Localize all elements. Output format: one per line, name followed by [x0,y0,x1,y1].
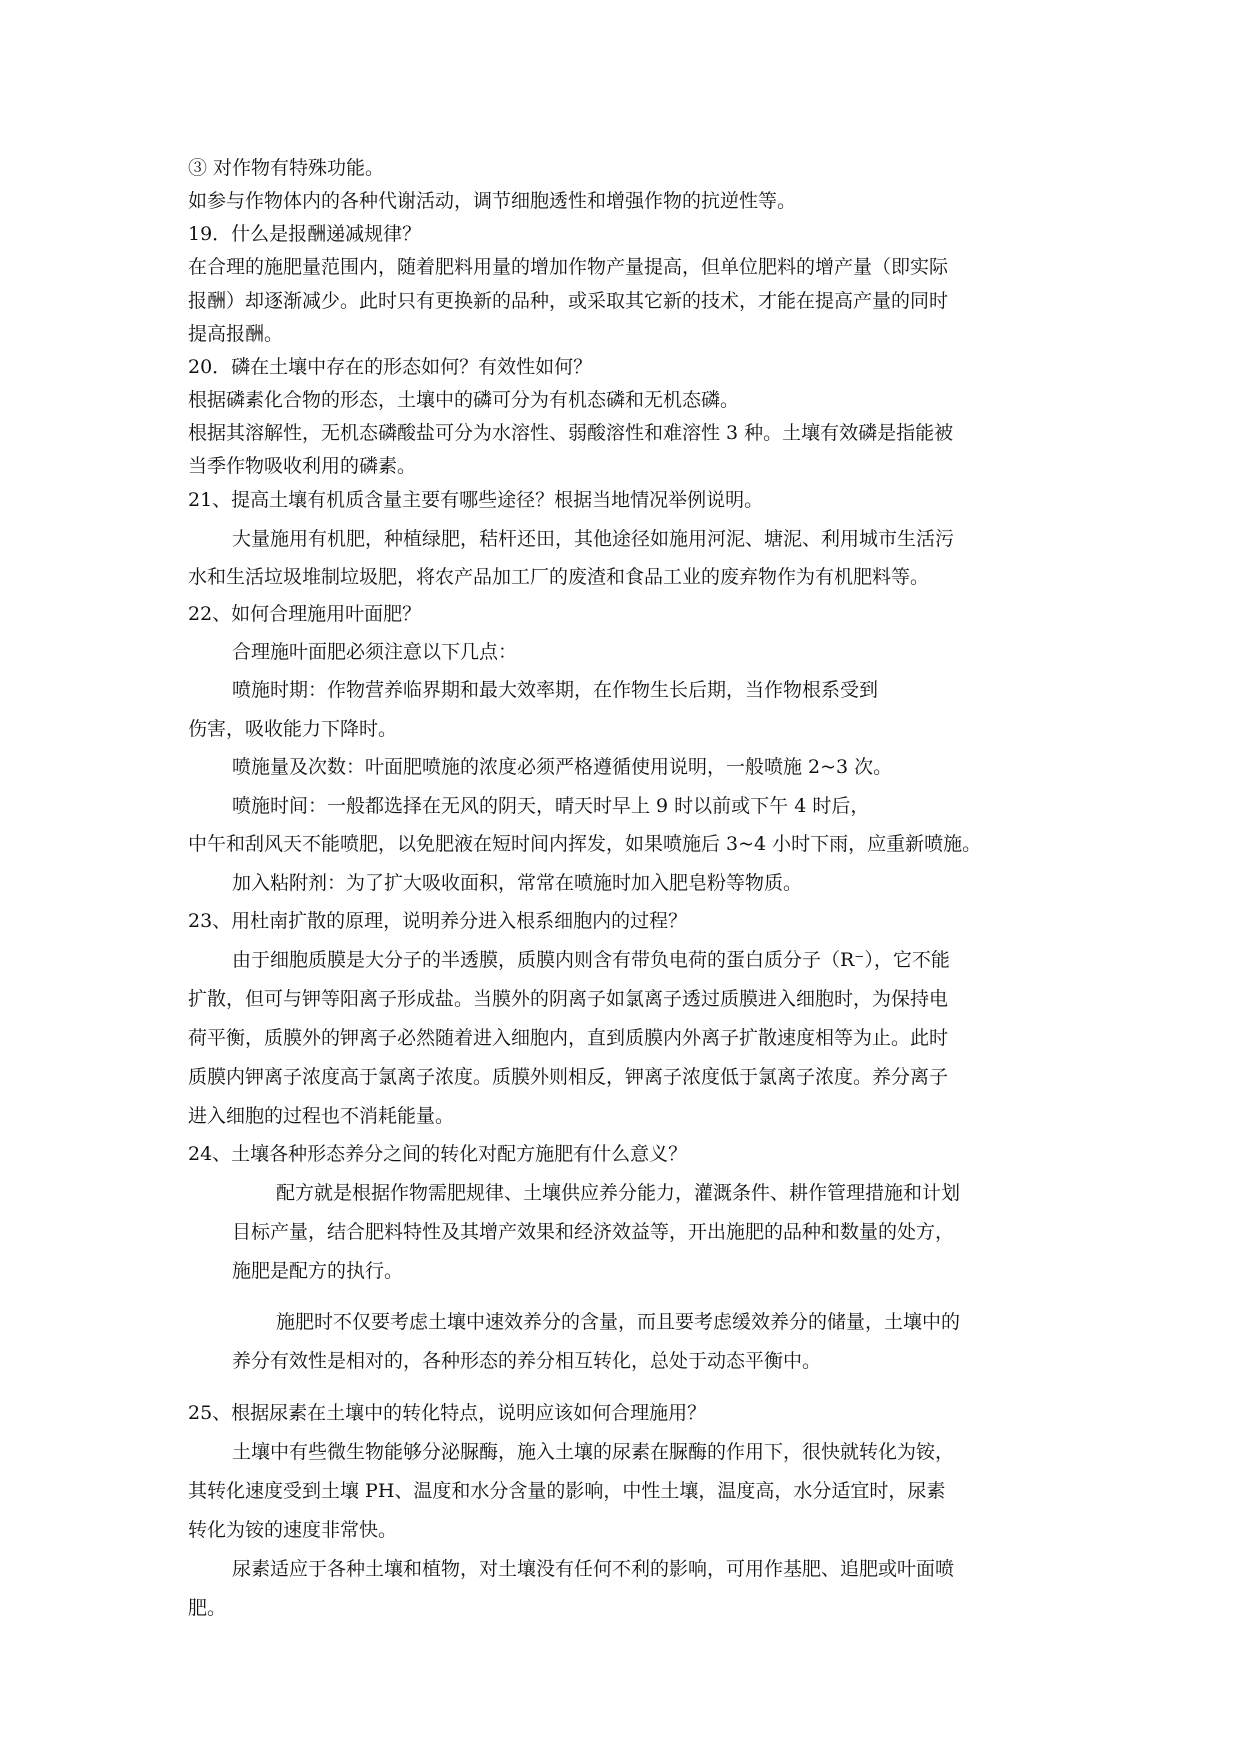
text-line: 施肥是配方的执行。 [232,1260,404,1282]
question-heading: 20．磷在土壤中存在的形态如何？有效性如何？ [188,356,593,378]
text-line: 质膜内钾离子浓度高于氯离子浓度。质膜外则相反，钾离子浓度低于氯离子浓度。养分离子 [188,1066,949,1088]
text-line: 养分有效性是相对的，各种形态的养分相互转化，总处于动态平衡中。 [232,1350,822,1372]
text-line: 合理施叶面肥必须注意以下几点： [232,641,518,663]
question-heading: 23、用杜南扩散的原理，说明养分进入根系细胞内的过程？ [188,910,688,932]
text-line: 施肥时不仅要考虑土壤中速效养分的含量，而且要考虑缓效养分的储量，土壤中的 [276,1311,961,1333]
text-line: 喷施量及次数：叶面肥喷施的浓度必须严格遵循使用说明，一般喷施 2~3 次。 [232,756,893,778]
text-line: 报酬）却逐渐减少。此时只有更换新的品种，或采取其它新的技术，才能在提高产量的同时 [188,290,949,312]
text-line: 肥。 [188,1597,227,1619]
question-heading: 21、提高土壤有机质含量主要有哪些途径？根据当地情况举例说明。 [188,489,764,511]
text-line: 进入细胞的过程也不消耗能量。 [188,1105,455,1127]
question-heading: 24、土壤各种形态养分之间的转化对配方施肥有什么意义？ [188,1143,688,1165]
text-line: 目标产量，结合肥料特性及其增产效果和经济效益等，开出施肥的品种和数量的处方， [232,1221,955,1243]
text-line: 配方就是根据作物需肥规律、土壤供应养分能力，灌溉条件、耕作管理措施和计划 [276,1182,961,1204]
text-line: ③ 对作物有特殊功能。 [188,157,385,179]
text-line: 如参与作物体内的各种代谢活动，调节细胞透性和增强作物的抗逆性等。 [188,190,797,212]
text-line: 中午和刮风天不能喷肥，以免肥液在短时间内挥发，如果喷施后 3~4 小时下雨，应重新喷施。 [188,833,982,855]
text-line: 其转化速度受到土壤 PH、温度和水分含量的影响，中性土壤，温度高，水分适宜时，尿素 [188,1480,946,1502]
text-line: 喷施时期：作物营养临界期和最大效率期，在作物生长后期，当作物根系受到 [232,679,879,701]
text-line: 伤害，吸收能力下降时。 [188,718,398,740]
text-line: 当季作物吸收利用的磷素。 [188,455,417,477]
text-line: 尿素适应于各种土壤和植物，对土壤没有任何不利的影响，可用作基肥、追肥或叶面喷 [232,1558,955,1580]
text-line: 根据其溶解性，无机态磷酸盐可分为水溶性、弱酸溶性和难溶性 3 种。土壤有效磷是指能被 [188,422,954,444]
text-line: 由于细胞质膜是大分子的半透膜，质膜内则含有带负电荷的蛋白质分子（R⁻），它不能 [232,949,950,971]
text-line: 扩散，但可与钾等阳离子形成盐。当膜外的阴离子如氯离子透过质膜进入细胞时，为保持电 [188,988,949,1010]
question-heading: 22、如何合理施用叶面肥？ [188,603,422,625]
text-line: 转化为铵的速度非常快。 [188,1519,398,1541]
text-line: 根据磷素化合物的形态，土壤中的磷可分为有机态磷和无机态磷。 [188,389,740,411]
text-line: 在合理的施肥量范围内，随着肥料用量的增加作物产量提高，但单位肥料的增产量（即实际 [188,256,949,278]
question-heading: 25、根据尿素在土壤中的转化特点，说明应该如何合理施用？ [188,1402,707,1424]
text-line: 加入粘附剂：为了扩大吸收面积，常常在喷施时加入肥皂粉等物质。 [232,872,803,894]
text-line: 水和生活垃圾堆制垃圾肥，将农产品加工厂的废渣和食品工业的废弃物作为有机肥料等。 [188,566,930,588]
text-line: 荷平衡，质膜外的钾离子必然随着进入细胞内，直到质膜内外离子扩散速度相等为止。此时 [188,1027,949,1049]
text-line: 提高报酬。 [188,323,284,345]
text-line: 喷施时间：一般都选择在无风的阴天，晴天时早上 9 时以前或下午 4 时后， [232,795,870,817]
question-heading: 19．什么是报酬递减规律？ [188,223,422,245]
text-line: 大量施用有机肥，种植绿肥，秸杆还田，其他途径如施用河泥、塘泥、利用城市生活污 [232,528,955,550]
text-line: 土壤中有些微生物能够分泌脲酶，施入土壤的尿素在脲酶的作用下，很快就转化为铵， [232,1441,955,1463]
